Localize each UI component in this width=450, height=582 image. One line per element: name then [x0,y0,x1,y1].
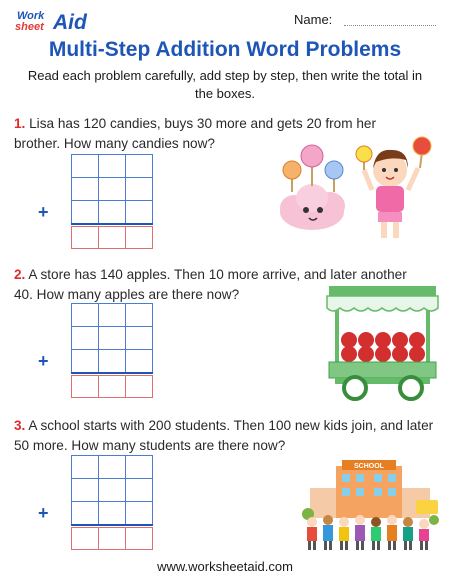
instructions: Read each problem carefully, add step by step, then write the total in the boxes. [27,68,423,101]
sum-line [71,372,153,374]
logo-sheet-text: sheet [15,21,44,33]
answer-box[interactable] [125,527,153,550]
problem-text: A school starts with 200 students. Then 100 new kids join, and later 50 more. How many students are there now? [14,418,434,453]
sum-line [71,223,153,225]
digit-box[interactable] [71,349,99,373]
answer-box[interactable] [71,226,99,249]
footer-url: www.worksheetaid.com [157,559,293,574]
digit-box[interactable] [71,177,99,201]
digit-box[interactable] [125,455,153,479]
digit-box[interactable] [71,478,99,502]
sum-line [71,524,153,526]
apple-cart-illustration [325,284,440,402]
digit-box[interactable] [71,200,99,224]
digit-box[interactable] [71,501,99,525]
plus-sign: + [38,503,49,523]
digit-box[interactable] [125,154,153,178]
school-illustration [298,458,442,552]
digit-box[interactable] [71,455,99,479]
school-sign: SCHOOL [354,463,384,470]
name-field[interactable] [344,24,436,26]
digit-box[interactable] [98,177,126,201]
problem-number: 2. [14,267,26,282]
problem-3 [14,416,434,456]
digit-box[interactable] [98,455,126,479]
answer-box[interactable] [71,527,99,550]
problem-text: A store has 140 apples. Then 10 more arrive, and later another 40. How many apples are there now? [14,267,407,302]
page-title: Multi-Step Addition Word Problems [48,38,402,61]
name-label: Name: [294,12,333,27]
addition-grid-1 [38,154,148,250]
digit-box[interactable] [98,478,126,502]
problem-number: 1. [14,116,26,131]
digit-box[interactable] [98,154,126,178]
problem-number: 3. [14,418,26,433]
digit-box[interactable] [125,303,153,327]
answer-box[interactable] [125,375,153,398]
digit-box[interactable] [125,200,153,224]
digit-box[interactable] [98,326,126,350]
plus-sign: + [38,351,49,371]
digit-box[interactable] [98,303,126,327]
logo-work-text: Work [17,10,45,22]
answer-box[interactable] [125,226,153,249]
logo-aid-text: Aid [53,11,87,34]
plus-sign: + [38,202,49,222]
digit-box[interactable] [71,303,99,327]
addition-grid-3 [38,455,148,551]
digit-box[interactable] [125,349,153,373]
digit-box[interactable] [98,200,126,224]
digit-box[interactable] [125,478,153,502]
addition-grid-2 [38,303,148,399]
problem-text: Lisa has 120 candies, buys 30 more and gets 20 from her brother. How many candies now? [14,116,376,151]
logo [15,10,105,38]
answer-box[interactable] [71,375,99,398]
digit-box[interactable] [125,326,153,350]
digit-box[interactable] [71,154,99,178]
digit-box[interactable] [125,501,153,525]
digit-box[interactable] [125,177,153,201]
digit-box[interactable] [71,326,99,350]
candy-illustration [272,130,440,242]
answer-box[interactable] [98,226,126,249]
answer-box[interactable] [98,527,126,550]
digit-box[interactable] [98,349,126,373]
digit-box[interactable] [98,501,126,525]
answer-box[interactable] [98,375,126,398]
